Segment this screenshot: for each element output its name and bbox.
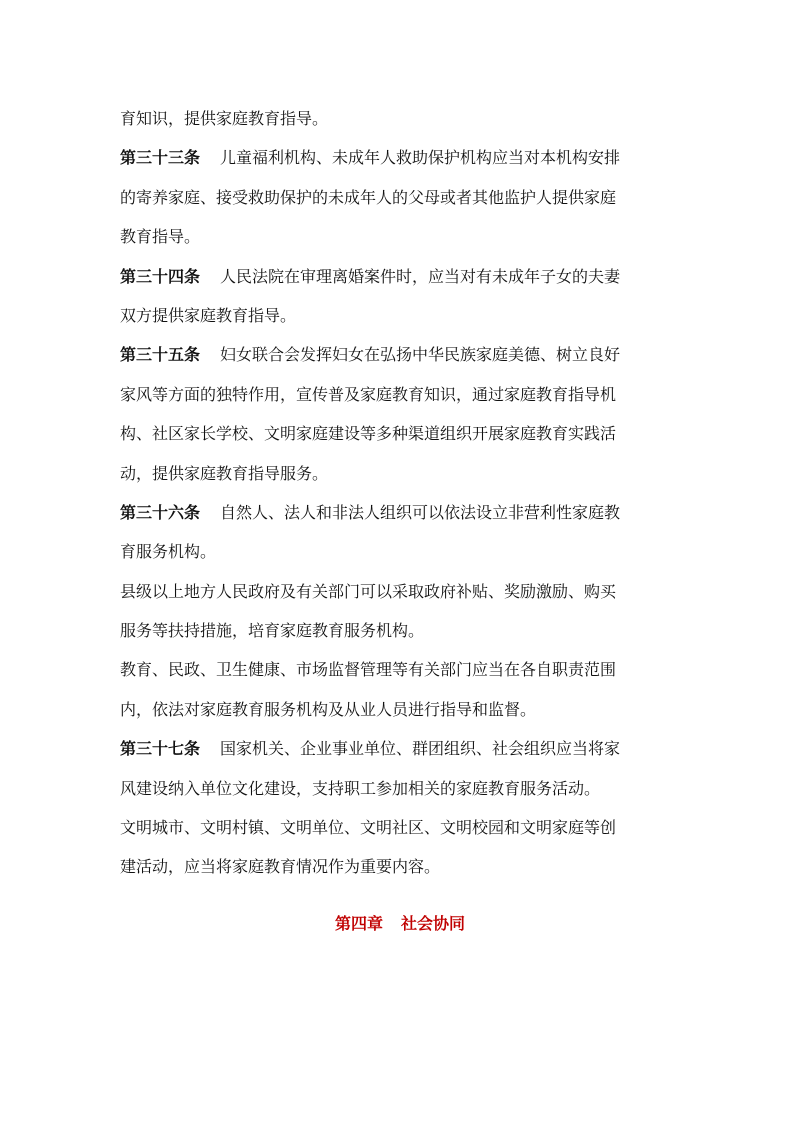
text-line: 内，依法对家庭教育服务机构及从业人员进行指导和监督。 bbox=[120, 699, 537, 719]
text-line: 教育指导。 bbox=[120, 227, 201, 247]
text-line: 育服务机构。 bbox=[120, 542, 217, 562]
text-line: 第三十七条 国家机关、企业事业单位、群团组织、社会组织应当将家 bbox=[120, 739, 621, 759]
article-label: 第三十五条 bbox=[120, 345, 201, 365]
text-line: 教育、民政、卫生健康、市场监督管理等有关部门应当在各自职责范围 bbox=[120, 660, 617, 680]
text-line: 构、社区家长学校、文明家庭建设等多种渠道组织开展家庭教育实践活 bbox=[120, 424, 617, 444]
chapter-title: 社会协同 bbox=[401, 913, 466, 933]
text-line: 第三十六条 自然人、法人和非法人组织可以依法设立非营利性家庭教 bbox=[120, 502, 621, 522]
text-line: 第三十五条 妇女联合会发挥妇女在弘扬中华民族家庭美德、树立良好 bbox=[120, 345, 621, 365]
article-label: 第三十四条 bbox=[120, 266, 201, 286]
article-label: 第三十三条 bbox=[120, 148, 201, 168]
text-line: 风建设纳入单位文化建设，支持职工参加相关的家庭教育服务活动。 bbox=[120, 778, 601, 798]
text-line: 第三十三条 儿童福利机构、未成年人救助保护机构应当对本机构安排 bbox=[120, 148, 621, 168]
document-body bbox=[120, 99, 680, 939]
chapter-heading bbox=[120, 909, 680, 939]
chapter-number: 第四章 bbox=[334, 913, 383, 933]
text-line: 服务等扶持措施，培育家庭教育服务机构。 bbox=[120, 621, 425, 641]
text-line: 第三十四条 人民法院在审理离婚案件时，应当对有未成年子女的夫妻 bbox=[120, 266, 621, 286]
text-line: 动，提供家庭教育指导服务。 bbox=[120, 463, 329, 483]
text-line: 家风等方面的独特作用，宣传普及家庭教育知识，通过家庭教育指导机 bbox=[120, 384, 617, 404]
text-line: 建活动，应当将家庭教育情况作为重要内容。 bbox=[120, 857, 441, 877]
text-line: 文明城市、文明村镇、文明单位、文明社区、文明校园和文明家庭等创 bbox=[120, 818, 617, 838]
text-line: 双方提供家庭教育指导。 bbox=[120, 305, 297, 325]
text-line: 的寄养家庭、接受救助保护的未成年人的父母或者其他监护人提供家庭 bbox=[120, 187, 617, 207]
article-label: 第三十七条 bbox=[120, 739, 201, 759]
article-label: 第三十六条 bbox=[120, 502, 201, 522]
text-line: 育知识，提供家庭教育指导。 bbox=[120, 109, 329, 128]
text-line: 县级以上地方人民政府及有关部门可以采取政府补贴、奖励激励、购买 bbox=[120, 581, 617, 601]
